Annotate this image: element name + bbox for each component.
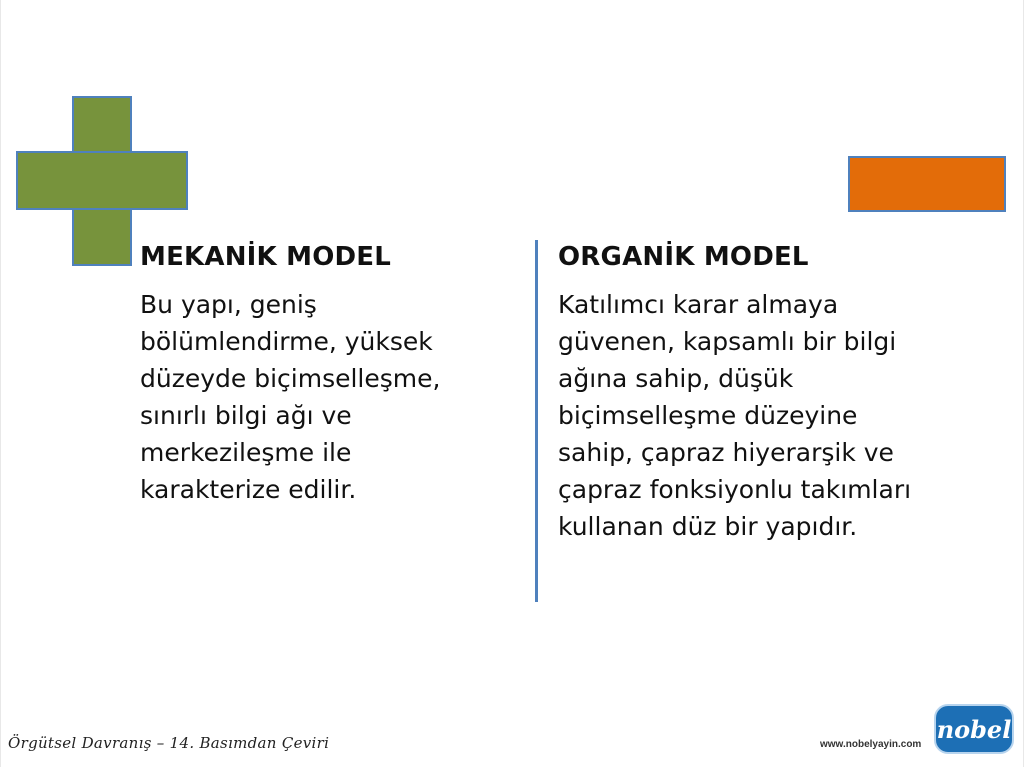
body-line: sahip, çapraz hiyerarşik ve bbox=[558, 438, 894, 467]
minus-icon bbox=[848, 156, 1006, 212]
plus-center bbox=[74, 153, 130, 208]
organic-model-heading: ORGANİK MODEL bbox=[558, 242, 809, 272]
body-line: düzeyde biçimselleşme, bbox=[140, 364, 441, 393]
body-line: merkezileşme ile bbox=[140, 438, 352, 467]
body-line: güvenen, kapsamlı bir bilgi bbox=[558, 327, 897, 356]
publisher-logo bbox=[934, 704, 1014, 754]
organic-model-body bbox=[558, 286, 978, 545]
body-line: Bu yapı, geniş bbox=[140, 290, 317, 319]
mechanical-model-heading: MEKANİK MODEL bbox=[140, 242, 392, 272]
body-line: kullanan düz bir yapıdır. bbox=[558, 512, 858, 541]
body-line: sınırlı bilgi ağı ve bbox=[140, 401, 352, 430]
body-line: ağına sahip, düşük bbox=[558, 364, 794, 393]
body-line: biçimselleşme düzeyine bbox=[558, 401, 858, 430]
publisher-url: www.nobelyayin.com bbox=[820, 739, 922, 750]
organic-model-column bbox=[558, 242, 978, 545]
body-line: çapraz fonksiyonlu takımları bbox=[558, 475, 912, 504]
mechanical-model-column bbox=[140, 242, 510, 508]
column-divider bbox=[535, 240, 538, 602]
body-line: bölümlendirme, yüksek bbox=[140, 327, 433, 356]
plus-icon bbox=[16, 96, 188, 266]
mechanical-model-body bbox=[140, 286, 510, 508]
logo-text: nobel bbox=[936, 714, 1012, 744]
body-line: karakterize edilir. bbox=[140, 475, 357, 504]
book-title-footer: Örgütsel Davranış – 14. Basımdan Çeviri bbox=[8, 734, 330, 752]
body-line: Katılımcı karar almaya bbox=[558, 290, 839, 319]
